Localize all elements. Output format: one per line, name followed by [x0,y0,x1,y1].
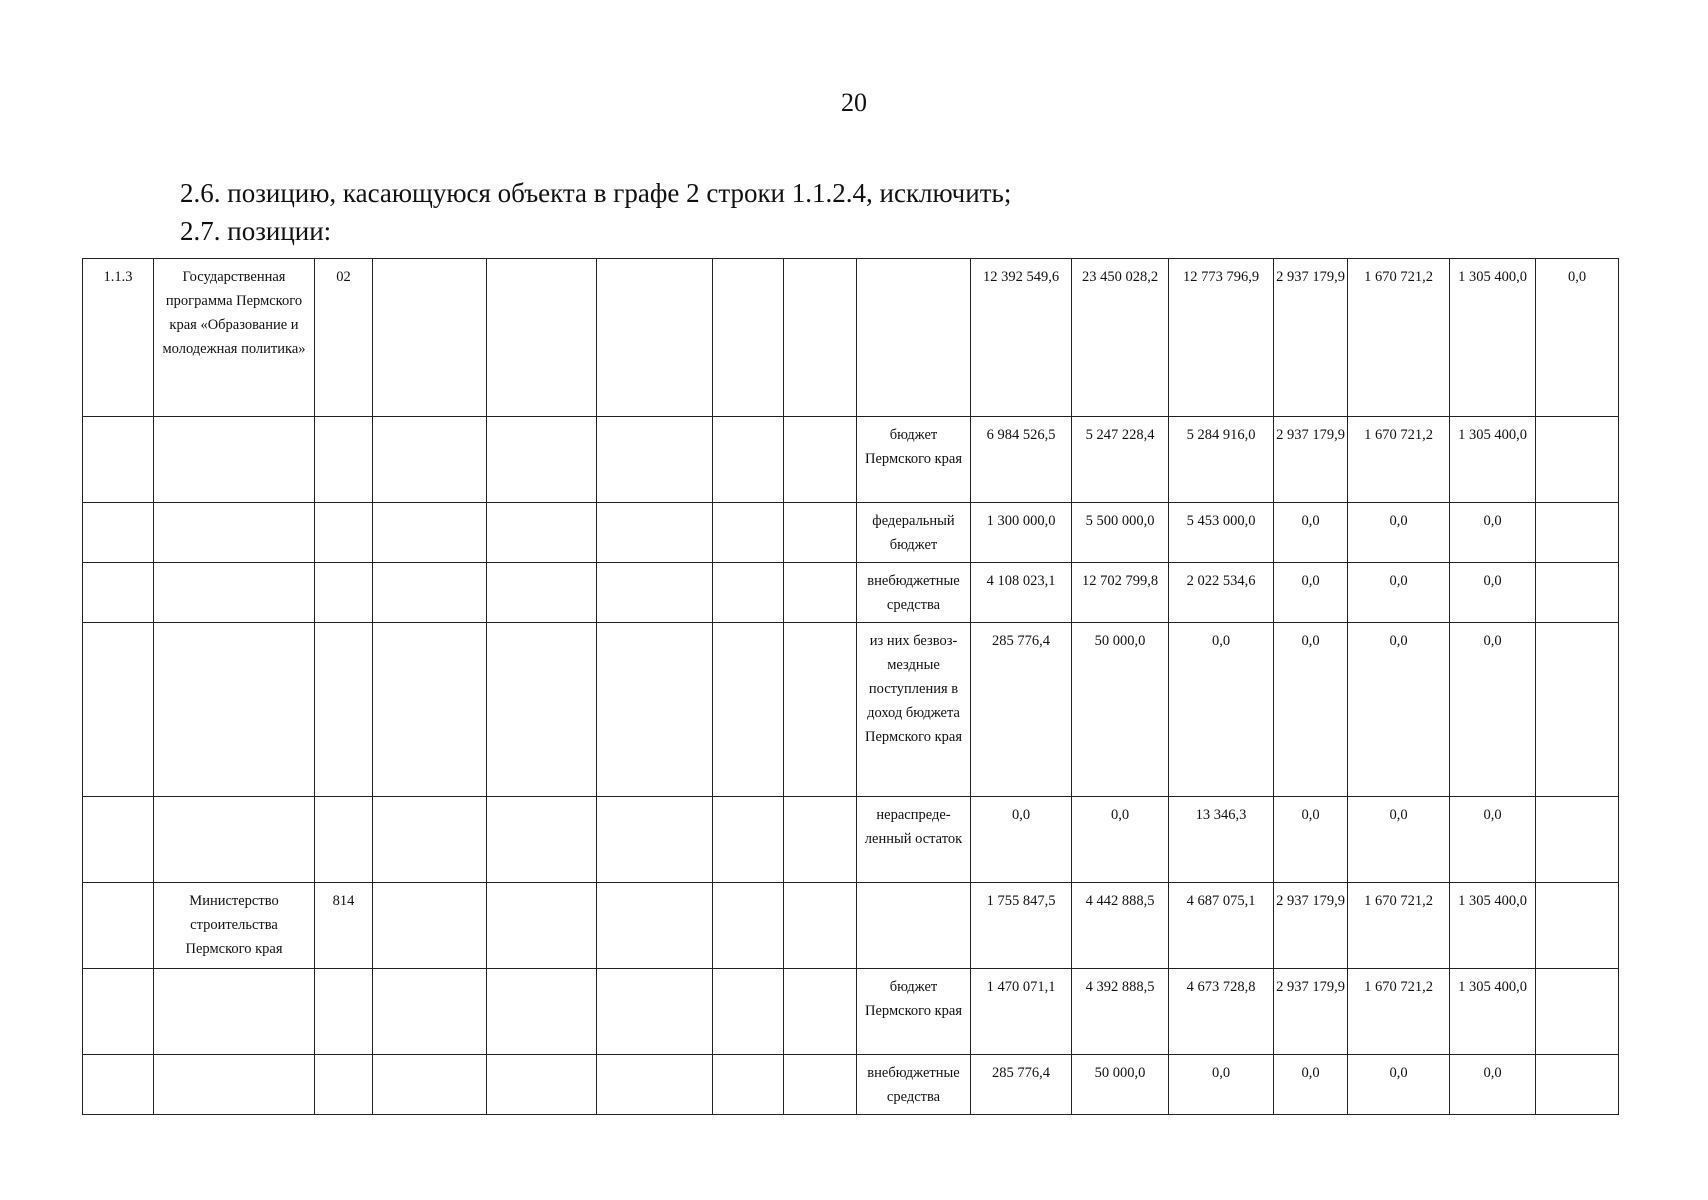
table-cell: 0,0 [1274,503,1348,563]
table-cell: 4 442 888,5 [1072,883,1169,969]
table-cell [373,969,487,1055]
table-cell [315,623,373,797]
table-cell: 0,0 [1274,563,1348,623]
table-cell [1536,969,1619,1055]
table-cell [487,797,597,883]
table-cell: 4 108 023,1 [971,563,1072,623]
table-cell [1536,883,1619,969]
table-cell [713,563,784,623]
table-cell [713,883,784,969]
table-cell [315,797,373,883]
table-cell: 0,0 [1450,623,1536,797]
table-cell: 0,0 [1169,623,1274,797]
table-cell [373,883,487,969]
table-cell [1536,417,1619,503]
table-cell [784,883,857,969]
table-cell: 285 776,4 [971,623,1072,797]
table-cell [83,623,154,797]
table-cell [487,1055,597,1115]
table-cell [154,1055,315,1115]
table-cell [154,797,315,883]
table-cell: 0,0 [1274,1055,1348,1115]
table-cell: 0,0 [1348,1055,1450,1115]
table-cell [713,503,784,563]
table-cell: 4 392 888,5 [1072,969,1169,1055]
table-cell [83,417,154,503]
table-cell: 5 284 916,0 [1169,417,1274,503]
table-row [83,797,1619,883]
table-cell [857,259,971,417]
table-cell [154,969,315,1055]
table-cell: 814 [315,883,373,969]
table-cell [713,259,784,417]
table-cell: Министерство строительства Пермского края [154,883,315,969]
table-cell [713,417,784,503]
table-cell [1536,797,1619,883]
table-cell [784,259,857,417]
table-cell: 1 300 000,0 [971,503,1072,563]
table-cell [713,1055,784,1115]
table-cell [1536,563,1619,623]
table-cell [1536,623,1619,797]
table-cell [83,797,154,883]
table-cell: 02 [315,259,373,417]
table-cell [487,623,597,797]
table-cell [784,563,857,623]
table-cell: 12 392 549,6 [971,259,1072,417]
table-cell: 6 984 526,5 [971,417,1072,503]
table-cell: внебюджетные средства [857,563,971,623]
table-row [83,563,1619,623]
table-cell [315,563,373,623]
table-cell: 2 937 179,9 [1274,883,1348,969]
table-row [83,503,1619,563]
table-cell [373,623,487,797]
table-cell [154,623,315,797]
table-cell [597,623,713,797]
table-row [83,1055,1619,1115]
table-cell [597,1055,713,1115]
table-cell: 285 776,4 [971,1055,1072,1115]
table-cell: 0,0 [1450,503,1536,563]
table-cell: 0,0 [1450,797,1536,883]
table-cell [154,503,315,563]
table-cell [487,563,597,623]
table-cell [784,623,857,797]
table-cell [315,1055,373,1115]
table-cell: бюджет Пермского края [857,969,971,1055]
table-cell: федеральный бюджет [857,503,971,563]
table-cell: 1 670 721,2 [1348,259,1450,417]
table-cell: 0,0 [1274,623,1348,797]
table-cell [373,417,487,503]
table-cell: 0,0 [1348,797,1450,883]
table-row [83,259,1619,417]
table-cell [373,563,487,623]
table-cell [784,969,857,1055]
table-cell: 5 247 228,4 [1072,417,1169,503]
table-cell: 23 450 028,2 [1072,259,1169,417]
table-cell: 13 346,3 [1169,797,1274,883]
table-cell [597,259,713,417]
table-cell: 1 305 400,0 [1450,259,1536,417]
table-cell: нераспреде-ленный остаток [857,797,971,883]
table-cell: 0,0 [1274,797,1348,883]
table-cell: 1 305 400,0 [1450,883,1536,969]
table-cell [597,883,713,969]
table-cell: 0,0 [1348,623,1450,797]
table-cell [83,563,154,623]
table-cell [597,417,713,503]
table-cell: 1.1.3 [83,259,154,417]
table-cell: 5 500 000,0 [1072,503,1169,563]
table-cell: 5 453 000,0 [1169,503,1274,563]
table-cell: 0,0 [1169,1055,1274,1115]
table-cell [83,883,154,969]
table-cell [784,1055,857,1115]
table-cell [83,503,154,563]
table-cell [315,969,373,1055]
table-cell: 1 670 721,2 [1348,883,1450,969]
table-cell [784,417,857,503]
table-cell: 2 937 179,9 [1274,969,1348,1055]
table-cell [713,969,784,1055]
table-cell [315,503,373,563]
table-cell [597,969,713,1055]
table-cell: 12 702 799,8 [1072,563,1169,623]
table-cell: 1 670 721,2 [1348,969,1450,1055]
table-cell [713,623,784,797]
table-cell: 2 937 179,9 [1274,259,1348,417]
table-cell: внебюджетные средства [857,1055,971,1115]
table-body [83,259,1619,1115]
table-cell: 50 000,0 [1072,623,1169,797]
table-cell: 1 305 400,0 [1450,417,1536,503]
table-cell: из них безвоз-мездные поступления в доход бюджета Пермского края [857,623,971,797]
table-cell [373,1055,487,1115]
table-cell [1536,503,1619,563]
table-cell [487,417,597,503]
table-cell [713,797,784,883]
table-cell: бюджет Пермского края [857,417,971,503]
table-cell [857,883,971,969]
table-cell [83,1055,154,1115]
table-cell: 0,0 [1536,259,1619,417]
table-cell [373,797,487,883]
table-cell [154,563,315,623]
table-cell: 1 305 400,0 [1450,969,1536,1055]
table-cell [597,563,713,623]
table-cell [487,969,597,1055]
table-row [83,417,1619,503]
table-row [83,623,1619,797]
table-cell: 4 673 728,8 [1169,969,1274,1055]
table-cell [597,797,713,883]
paragraph-2-6: 2.6. позицию, касающуюся объекта в графе 2 строки 1.1.2.4, исключить; [180,178,1012,208]
table-cell [487,883,597,969]
paragraph-2-7: 2.7. позиции: [180,216,332,246]
table-cell: 12 773 796,9 [1169,259,1274,417]
table-cell: 2 937 179,9 [1274,417,1348,503]
table-cell: 1 755 847,5 [971,883,1072,969]
table-cell: 50 000,0 [1072,1055,1169,1115]
table-cell [154,417,315,503]
table-row [83,969,1619,1055]
table-cell: 0,0 [1450,1055,1536,1115]
table-cell: 4 687 075,1 [1169,883,1274,969]
page-number: 20 [841,88,867,117]
table-cell: 0,0 [1450,563,1536,623]
table-cell [373,259,487,417]
table-cell [1536,1055,1619,1115]
table-cell [784,797,857,883]
table-cell: 0,0 [1072,797,1169,883]
table-cell: 0,0 [971,797,1072,883]
table-cell [83,969,154,1055]
table-cell [487,259,597,417]
table-cell [597,503,713,563]
table-cell [373,503,487,563]
table-cell [784,503,857,563]
table-cell [487,503,597,563]
table-cell: 0,0 [1348,503,1450,563]
table-row [83,883,1619,969]
table-cell: Государственная программа Пермского края «Образование и молодежная политика» [154,259,315,417]
table-cell [315,417,373,503]
budget-table [82,258,1619,1115]
table-cell: 0,0 [1348,563,1450,623]
table-cell: 1 470 071,1 [971,969,1072,1055]
table-cell: 2 022 534,6 [1169,563,1274,623]
table-cell: 1 670 721,2 [1348,417,1450,503]
